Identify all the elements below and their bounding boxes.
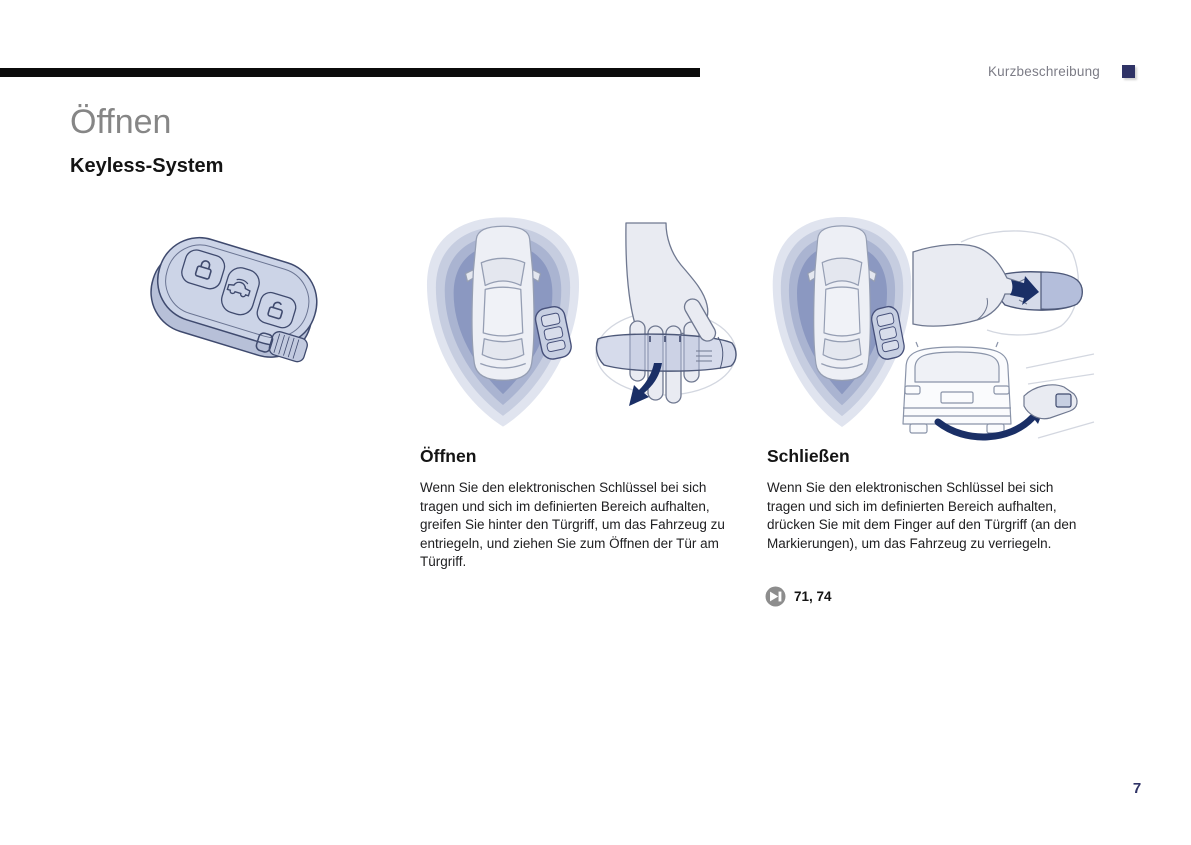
close-press-illustration (913, 222, 1091, 347)
close-heading: Schließen (767, 446, 850, 466)
hand-pull-handle-icon (592, 223, 742, 428)
header-rule (0, 68, 700, 77)
page-subtitle: Keyless-System (70, 155, 224, 177)
open-body: Wenn Sie den elektronischen Schlüssel bei sich tragen und sich im definierten Bereich aufhalten, greifen Sie hinter den Türgriff, um das Fahrzeug zu entriegeln, und ziehen Sie zum Öffnen der Tür am Türgriff. (420, 480, 725, 569)
close-body: Wenn Sie den elektronischen Schlüssel bei sich tragen und sich im definierten Bereich aufhalten, drücken Sie mit dem Finger auf den Türgriff (an den Markierungen), um das Fahrzeug zu verriegeln. (767, 480, 1077, 551)
section-label: Kurzbeschreibung (987, 64, 1100, 79)
section-marker-icon (1122, 65, 1135, 78)
close-section (767, 446, 1091, 553)
car-detection-zone-icon (424, 213, 582, 431)
finger-press-handle-icon (913, 222, 1091, 347)
open-heading: Öffnen (420, 446, 477, 466)
open-zone-illustration (424, 213, 582, 431)
page-title: Öffnen (70, 103, 172, 141)
open-hand-illustration (592, 223, 742, 428)
close-tailgate-illustration (888, 340, 1096, 446)
header-section (988, 64, 1135, 79)
key-fob-icon (136, 212, 336, 372)
open-section (420, 446, 744, 572)
page-reference (765, 586, 832, 607)
page-number: 7 (1132, 780, 1142, 797)
skip-forward-circle-icon (765, 586, 786, 607)
tailgate-lock-icon (888, 340, 1096, 446)
reference-pages: 71, 74 (794, 589, 832, 604)
key-fob-illustration (136, 212, 336, 372)
